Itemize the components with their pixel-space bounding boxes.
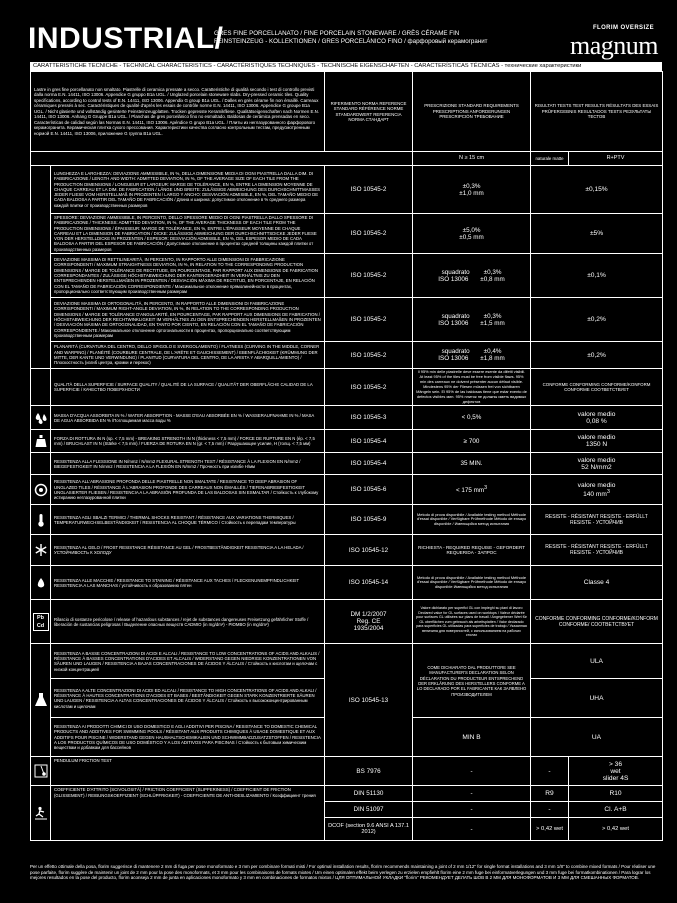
collection-subtitle: GRES FINE PORCELLANATO / FINE PORCELAIN STONEWARE / GRÈS CÉRAME FIN FEINSTEINZEUG - KOLLEKTIONEN / GRES PORCELÁNICO FINO / фарфоровый керамогранит xyxy=(214,30,488,46)
table-row: Pb Cd Rilascio di sostanze pericolose / release of hazardous substances / rejet de substances dangereuses Freisetzung gefährlicher Stoffe / liberación de sustancias peligrosas / Выделение опасных веществ CADMIO (in mg/dm²) - PIOMBO (in mg/dm²) DM 1/2/2007 Reg. CE 1935/2004 Valore dichiarato per superfici GL con impieghi su piani di lavoro Declared value for GL surfaces used on worktops / Valeur déclarée pour surfaces GL utilisées sur plans de travail / Angegebener Wert für GL oberflächen zum gebrauch als arbeitsplatten / Valor declarado para superficies GL utilizadas para superficies de trabajo / Указанная величина для поверхностей, с использованием на рабочих столах CONFORME CONFORMING CONFORME/KONFORM CONFORME/ СООТВЕТСТВУЕТ xyxy=(31,600,663,644)
table-row: RESISTENZA ALL'ABRASIONE PROFONDA DELLE PIASTRELLE NON SMALTATE / RESISTANCE TO DEEP ABRASION OF UNGLAZED TILES / RÉSISTANCE À L'ABRASION PROFONDE DES CARREAUX NON ÉMAILLÉS / TIEFENABRIEBFESTIGKEIT UNGLASIERTER FLIESEN / RESISTENCIA A LA ABRASIÓN PROFUNDA DE LAS BALDOSAS SIN ESMALTAR / Стойкость к глубокому истиранию неглазурованной плитки ISO 10545-6 < 175 $mm^3$ valore medio 140 $mm^3$ xyxy=(31,475,663,505)
col-header-requirements: PRESCRIZIONE STANDARD REQUIREMENTS PRESCRIPTIONS ANFORDERUNGEN PRESCRIPCIÓN ТРЕБОВАНИЕ xyxy=(413,72,531,152)
table-row: DEVIAZIONE MASSIMA DI ORTOGONALITÀ, IN PERCENTO, IN RAPPORTO ALLE DIMENSIONI DI FABBRICAZIONE CORRISPONDENTI / MAXIMUM RIGHT-ANGLE DEVIATION, IN %, IN RELATION TO THE CORRESPONDING PRODUCTION DIMENSIONS / MARGE DE TOLÉRANCE D'ANGULARITÉ, EN POURCENTAGE, PAR RAPPORT AUX DIMENSIONS DE FABRICATION / HÖCHSTABWEICHUNG DER RECHTWINKLIGKEIT IM VERHÄLTNIS ZU DEN ENTSPRECHENDEN HERSTELLMAßEN IN PROZENTEN / DESVIACIÓN MÁXIMA DE ORTOGONALIDAD, EN TANTO POR CIENTO, EN RELACIÓN CON EL TAMAÑO DE FABRICACIÓN CORRESPONDIENTE / Максимальное отклонение ортогональности в процентах, пропорционально соответствующим производственным размерам ISO 10545-2 squadrato ±0,3% ISO 13006 ±1,5 mm ±0,2% xyxy=(31,298,663,342)
table-row: RESISTENZA AL GELO / FROST RESISTANCE RÉSISTANCE AU GEL / FROSTBESTÄNDIGKEIT RESISTENCIA A LA HELADA / УСТОЙЧИВОСТЬ К ХОЛОДУ ISO 10545-12 RICHIESTA - REQUIRED REQUISE - GEFORDERT REQUERIDA - ЗАПРОС RESISTE - RÉSISTANT RESISTE - ERFÜLLT RESISTE - УСТОЙЧИВ xyxy=(31,535,663,566)
intro-row xyxy=(31,72,663,152)
table-row: RESISTENZA A ALTE CONCENTRAZIONI DI ACIDI ED ALCALI / RESISTANCE TO HIGH CONCENTRATIONS OF ACIDS AND ALKALI / RÉSISTANCE À HAUTES CONCENTRATIONS D'ACIDES ET BASES / BESTÄNDIGKEIT GEGEN STARK KONZENTRIERTE SÄUREN UND LAUGEN / RESISTENCIA A ALTAS CONCENTRACIONES DE ÁCIDOS Y ÁLCALIS / Стойкость к высококонцентрированным кислотам и щелочам UHA xyxy=(31,679,663,718)
header xyxy=(18,16,660,62)
col-header-results: RISULTATI TESTS TEST RESULTS RÉSULTATS DES ESSAIS PRÜFERGEBNIS RESULTADOS TESTS РЕЗУЛЬТАТЫ ТЕСТОВ xyxy=(531,72,663,152)
table-row: LUNGHEZZA E LARGHEZZA: DEVIAZIONE AMMISSIBILE, IN %, DELLA DIMENSIONE MEDIA DI OGNI PIASTRELLA DALLA DIM. DI FABBRICAZIONE / LENGTH AND WIDTH: ADMITTED DEVIATION, IN %, OF THE AVERAGE SIZE OF EACH TILE FROM THE PRODUCTION DIMENSIONS / LONGUEUR ET LARGEUR: MARGE DE TOLÉRANCE, EN %, ENTRE LA DIMENSION MOYENNE DE CHAQUE CARREAU ET LA DIM. DE FABRICATION / LÄNGE UND BREITE: ZULÄSSIGE ABWEICHUNG DES DURCHSCHNITTMASSES JEDER FLIESE VOM HERSTELLMAß IN PROZENTEN / LARGO Y ANCHO: DESVIACIÓN ADMISIBLE, EN %, DEL TAMAÑO MEDIO DE CADA BALDOSA A PARTIR DEL TAMAÑO DE FABRICACIÓN / Длина и ширина: допустимое отклонение в % среднего размера каждой плитки от производственных размеров ISO 10545-2 ±0,3% ±1,0 mm ±0,15% xyxy=(31,166,663,214)
frost-icon xyxy=(31,535,51,566)
table-row: QUALITÀ DELLA SUPERFICIE / SURFACE QUALITY / QUALITÉ DE LA SURFACE / QUALITÄT DER OBERFLÄCHE CALIDAD DE LA SUPERFICIE / КАЧЕСТВО ПОВЕРХНОСТИ ISO 10545-2 Il 95% min delle piastrelle deve essere esente da difetti visibili. At least 95% of the tiles must be free from visible flaws. 95% min des carreaux ne doivent présenter aucun défaut visible. Mindestens 95% der Fliesen müssen frei von sichtbaren Mängeln sein. El 95% de las baldosas tiene que estar exento de defectos visibles мин. 95% плиток не должны иметь видимых дефектов CONFORME CONFORMING CONFORME/KONFORM CONFORME СООТВЕТСТВУЕТ xyxy=(31,369,663,406)
col-header-standard: RIFERIMENTO NORMA REFERENCE STANDARD RÉFÉRENCE NORME STANDARDWERT REFERENCIA NORMA СТАНДАРТ xyxy=(325,72,413,152)
subheader-row xyxy=(31,152,663,166)
chemical-flask-icon xyxy=(31,644,51,757)
table-row: PLANARITÀ (CURVATURA DEL CENTRO, DELLO SPIGOLO E SVERGOLAMENTO) / FLATNESS (CURVING IN THE MIDDLE, CORNER AND WARPING) / PLANÉITÉ (COURBURE CENTRALE, DE L'ARÊTE ET GAUCHISSEMENT) / EBENFLÄCHIGKEIT (KRÜMMUNG DER MITTE, DER KANTE UND VERWINDUNG) / PLANITUD (CURVATURA DEL CENTRO, DE LA ARISTA Y ABARQUILLAMIENTO) / Плоскостность (изгиб центра, кромки и перекос) ISO 10545-2 squadrato ±0,4% ISO 13006 ±1,8 mm ±0,2% xyxy=(31,342,663,369)
lead-cadmium-icon: Pb Cd xyxy=(31,600,51,644)
table-row: FORZA DI ROTTURA IN N (sp. < 7,5 mm) - BREAKING STRENGTH IN N (thickness < 7,5 mm) / FORCE DE RUPTURE EN N (ép. < 7,5 mm) / BRUCHLAST IN N (Stärke < 7,5 mm) / FUERZA DE ROTURA EN N (gr. < 7,5 mm) / Разрушающее усилие, Н (толщ. < 7,5 мм) ISO 10545-4 ≥ 700 valore medio 1350 N xyxy=(31,430,663,453)
table-row: RESISTENZA ALLE MACCHIE / RESISTANCE TO STAINING / RÉSISTANCE AUX TACHES / FLECKENUNEMPFINDLICHKEIT RESISTENCIA A LAS MANCHAS / устойчивость к образованию пятен ISO 10545-14 Metodo di prova disponibile / Available testing method Méthode d'essai disponible / Verfügbare Prüfmethode Método de ensayo disponible Имеющийся метод испытания Classe 4 xyxy=(31,566,663,600)
size-header: N ≥ 15 cm xyxy=(413,152,531,166)
table-row: DEVIAZIONE MASSIMA DI RETTILINEARITÀ, IN PERCENTO, IN RAPPORTO ALLE DIMENSIONI DI FABBRICAZIONE CORRISPONDENTI / MAXIMUM STRAIGHTNESS DEVIATION, IN %, IN RELATION TO THE CORRESPONDING PRODUCTION DIMENSIONS / MARGE DE TOLÉRANCE DE RECTITUDE, EN POURCENTAGE, PAR RAPPORT AUX DIMENSIONS DE FABRICATION CORRESPONDANTES / ZULÄSSIGE HÖCHSTABWEICHUNG DER KANTENGERADHEIT IN VERHÄLTNIS ZU DEN ENTSPRECHENDEN HERSTELLMAßEN IN PROZENTEN / DESVIACIÓN MÁXIMA DE RECTITUD, EN PORCENTAJE, EN RELACIÓN CON EL TAMAÑO DE FABRICACIÓN CORRESPONDIENTE / Максимальное отклонение прямолинейности в процентах, пропорционально соответствующим производственным размерам ISO 10545-2 squadrato ±0,3% ISO 13006 ±0,8 mm ±0,1% xyxy=(31,254,663,298)
table-row: DCOF (section 9.6 ANSI A 137.1 2012) - > 0,42 wet > 0,42 wet xyxy=(31,818,663,841)
installation-note: Per un effetto ottimale della posa, florim suggerisce di mantenere 2 mm di fuga per pose monoformato e 3 mm per combinare formati misti / For optimal installation results, florim recommends maintaining a joint of 2 mm 1/12" for single format installations and 3 mm 1/8" to combine mixed formats / Pour réaliser une pose parfaite, florim suggère de maintenir un joint de 2 mm pour la pose des monoformats, et 3 mm pour les combinaisons de formats mixtes / Um einen optimalen effekt beim verlegen zu erzielen empfiehlt florim eine 2 mm fuge bei einformatverlegungen und 3 mm fuge bei formatkombinationen / Para lograr los mejores resultados en la pose del producto, florim aconseja 2 mm de junta en aplicaciones monoformato y 3 mm en combinaciones de formatos mixtos / ЦЛЯ ОПТИМАЛЬНОЙ УКЛАДКИ "florim" РЕКОМЕНДУЕТ ДЕЛАТЬ ШОВ В 2 ММ ДЛЯ МОНОФОРМАТОВ И 3 ММ ДЛЯ СМЕШАННЫХ ФОРМАТОВ. xyxy=(30,864,656,881)
abrasion-icon xyxy=(31,475,51,505)
table-row: RESISTENZA ALLA FLESSIONE IN N/mm2 / N/mm2 FLEXURAL STRENGTH TEST / RÉSISTANCE À LA FLEXION EN N/mm2 / BIEGEFESTIGKEIT IN N/mm2 / RESISTENCIA A LA FLEXIÓN EN N/mm2 / Прочность при изгибе Н/мм ISO 10545-4 35 MIN. valore medio 52 N/mm2 xyxy=(31,453,663,475)
rptv-header: R+PTV xyxy=(569,152,663,166)
pendulum-icon xyxy=(31,757,51,786)
thermal-shock-icon xyxy=(31,505,51,535)
table-row: RESISTENZA AI PRODOTTI CHIMICI DI USO DOMESTICO E AGLI ADDITIVI PER PISCINA / RESISTANCE TO DOMESTIC CHEMICAL PRODUCTS AND ADDITIVES FOR SWIMMING POOLS / RÉSISTANT AUX PRODUITS CHIMIQUES À USAGE DOMESTIQUE ET AUX ADDITIFS POUR PISCINE / WIDERSTAND GEGEN HAUSHALTSCHEMIKALIEN UND SCHWIMMBADZUSATZSTOFFEN / RESISTENCIA A LOS PRODUCTOS QUÍMICOS DE USO DOMÉSTICO Y A LOS ADITIVOS PARA PISCINAS / Стойкость к бытовым химическим веществам и добавкам для бассейнов MIN B UA xyxy=(31,718,663,757)
characteristics-table xyxy=(30,71,663,841)
water-drop-icon xyxy=(31,406,51,430)
collection-title: INDUSTRIAL/ xyxy=(28,22,224,55)
table-row: COEFFICIENTE D'ATTRITO (SCIVOLOSITÀ) / FRICTION COEFFICIENT (SLIPPERINESS) / COEFFICIENT DE FRICTION (GLISSEMENT) / REIBUNGSKOEFFIZIENT (SCHLÜPFRIGKEIT) - COEFFICIENTE DE ANTI-DESLIZAMIENTO / Коэффициент трения DIN 51130 - R9 R10 xyxy=(31,786,663,802)
table-row: MASSA D'ACQUA ASSORBITA IN % / WATER ABSORPTION - MASSE D'EAU ABSORBÉE EN % / WASSERAUFNAHME IN % / MASA DE AGUA ABSORBIDA EN % /Поглощаемая масса воды % ISO 10545-3 < 0,5% valore medio 0,08 % xyxy=(31,406,663,430)
table-row: RESISTENZA A BASSE CONCENTRAZIONI DI ACIDI E ALCALI / RESISTANCE TO LOW CONCENTRATIONS OF ACIDS AND ALKALIS / RÉSISTANCE À BASSES CONCENTRATIONS D'ACIDES ET ALCALIS / WIDERSTAND GEGEN NIEDRIGE KONZENTRATIONEN VON SÄUREN UND LAUGEN / RESISTENCIA A BAJAS CONCENTRACIONES DE ÁCIDOS Y ÁLCALIS / Стойкость к кислотам и щелочам с низкой концентрацией ISO 10545-13 COME DICHIARATO DAL PRODUTTORE SEE MANUFACTURER'S DECLARATION SELON DÉCLARATION DU PRODUCTEUR ENTSPRECHEND DER ERKLÄRUNG DES HERSTELLERS CONFORME A LO DECLARADO POR EL FABRICANTE КАК ЗАЯВЛЕНО ПРОИЗВОДИТЕЛЕМ ULA xyxy=(31,644,663,679)
stain-icon xyxy=(31,566,51,600)
weight-icon xyxy=(31,430,51,453)
logo-caption: FLORIM OVERSIZE xyxy=(592,25,654,31)
table-row: PENDULUM FRICTION TEST BS 7976 - - > 36 wet slider 4S xyxy=(31,757,663,786)
table-row: DIN 51097 - - Cl. A+B xyxy=(31,802,663,818)
magnum-logo: magnum xyxy=(570,31,658,60)
slip-icon xyxy=(31,786,51,841)
table-row: SPESSORE: DEVIAZIONE AMMISSIBILE, IN PERCENTO, DELLO SPESSORE MEDIO DI OGNI PIASTRELLA DALLO SPESSORE DI FABBRICAZIONE / THICKNESS: ADMITTED DEVIATION, IN %, OF THE AVERAGE THICKNESS OF EACH TILE FROM THE PRODUCTION DIMENSIONS / ÉPAISSEUR: MARGE DE TOLÉRANCE, EN %, ENTRE L'ÉPAISSEUR MOYENNE DE CHAQUE CARREAU ET LA DIMENSION DE FABRICATION / DICKE: ZULÄSSIGE ABWEICHUNG DER DURCHSCHNITTSDICKE JEDER FLIESE VON DER HERSTELLDICKE IN PROZENTEN / ESPESOR: DESVIACIÓN ADMISIBLE, EN %, DEL ESPESOR MEDIO DE CADA BALDOSA A PARTIR DEL ESPESOR DE FABRICACIÓN / Допустимое отклонение в процентах средней толщины каждой плитки от производственных размеров ISO 10545-2 ±5,0% ±0,5 mm ±5% xyxy=(31,214,663,254)
intro-text: Lastre in gres fine porcellanato non smaltato. Piastrelle di ceramica pressate a secco. Caratteristiche di qualità secondo i test di controllo previsti dalla norma E.N. 14411, ISO 13006. Appendice G gruppo B1a UGL. / Unglazed porcelain stoneware slabs. Dry-pressed ceramic tiles. Quality specifications, according to control tests of E.N. 14411, ISO 13006. Appendix G group B1a UGL. / Dalles en grès cérame fin non émaillé. Carreaux céramiques pressés à sec. Caractéristiques de qualité d'après les essais de contrôle norme E.N. 14411, ISO 13006. Appendice G groupe B1a UGL. / Nicht glasierte und vollständig gesinterte Feinsteinzeugplatten. Trocken gepresste Keramikfliese. Qualitätseigenschaften nach Normen E.N. 14411, ISO 13006. Anhang G Gruppe B1a UGL. / Planchas de gres porcelánico fino no esmaltado. Baldosas de cerámica prensadas en seco. Características de calidad según las Normas E.N. 14411, ISO 13006. Apéndice G grupo B1a UGL. / Плиты из неглазурованного фарфорового керамогранита. Керамическая плитка сухого прессования. Характеристики качества согласно контрольным тестам, предусмотренным нормой E.N. 14411, ISO 13006, приложение G группа B1a UGL. xyxy=(31,72,325,152)
matte-header: naturale matte xyxy=(531,152,569,166)
table-row: RESISTENZA AGLI SBALZI TERMICI / THERMAL SHOCKS RESISTANT / RÉSISTANCE AUX VARIATIONS THERMIQUES / TEMPERATURWECHSELBESTÄNDIGKEIT / RESISTENCIA AL CHOQUE TÉRMICO / Стойкость к перепадам температуры ISO 10545-9 Metodo di prova disponibile / Available testing method Méthode d'essai disponible / Verfügbare Prüfmethode Método de ensayo disponible / Имеющийся метод испытания RESISTE - RÉSISTANT RESISTE - ERFÜLLT RESISTE - УСТОЙЧИВ xyxy=(31,505,663,535)
title-bar: CARATTERISTICHE TECNICHE - TECHNICAL CHARACTERISTICS - CARACTÉRISTIQUES TECHNIQUES - TECHNISCHE EIGENSCHAFTEN - CARACTERÍSTICAS TÉCNICAS - технические характеристики xyxy=(30,62,662,71)
